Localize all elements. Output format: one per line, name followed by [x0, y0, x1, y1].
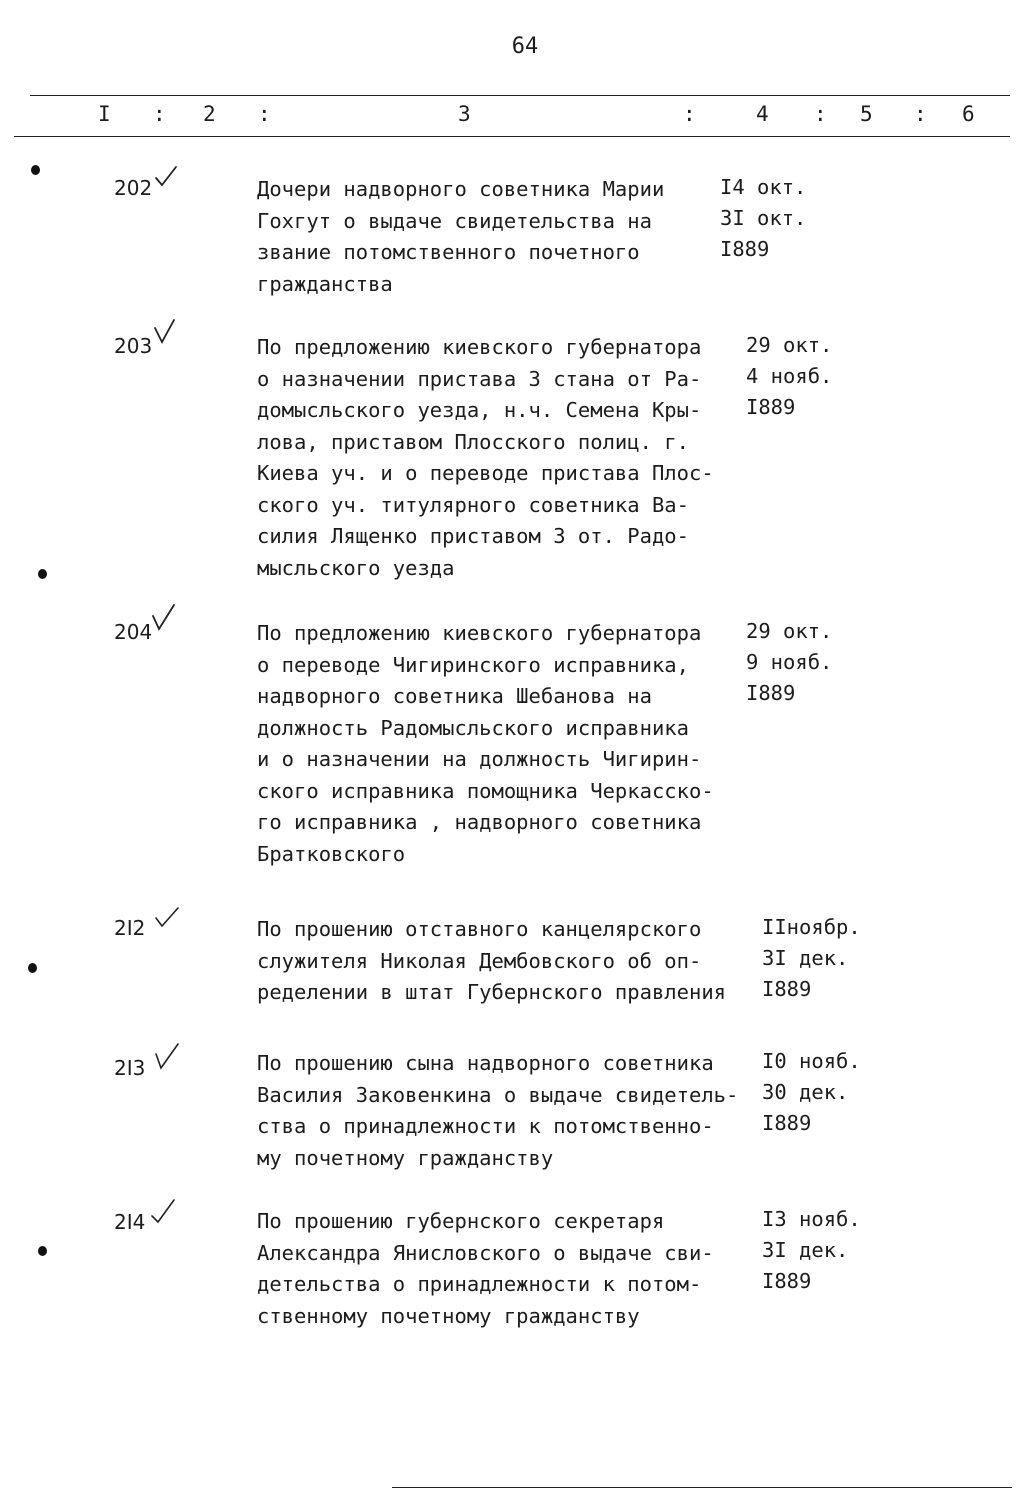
check-mark-icon — [152, 1042, 184, 1070]
end-date: 4 нояб. — [746, 364, 833, 388]
start-date: 29 окт. — [746, 333, 833, 357]
description-line: Гохгут о выдаче свидетельства на — [257, 208, 652, 233]
description-line: Дочери надворного советника Марии — [257, 177, 665, 201]
column-header: 4 — [756, 102, 769, 126]
entry-number: 2I2 — [114, 916, 146, 940]
description-line: должность Радомысльского исправника — [257, 715, 689, 740]
description-line: ственному почетному гражданству — [257, 1303, 640, 1328]
entry-number: 2I4 — [114, 1210, 146, 1234]
start-date: I3 нояб. — [762, 1207, 861, 1231]
entry-dates — [762, 1046, 861, 1139]
description-line: детельства о принадлежности к потом- — [257, 1272, 702, 1296]
check-mark-icon — [152, 904, 184, 932]
column-separator: : — [153, 102, 166, 126]
description-line: надворного советника Шебанова на — [257, 684, 652, 708]
description-line: служителя Николая Дембовского об оп- — [257, 948, 702, 973]
year: I889 — [762, 1111, 812, 1135]
start-date: 29 окт. — [746, 619, 833, 643]
description-line: домысльского уезда, н.ч. Семена Кры- — [257, 398, 702, 422]
start-date: I4 окт. — [720, 175, 807, 199]
description-line: го исправника , надворного советника — [257, 810, 702, 834]
footer-rule — [392, 1487, 1012, 1488]
description-line: По прошению отставного канцелярского — [257, 917, 702, 941]
punch-hole — [38, 1246, 47, 1256]
description-line: Киева уч. и о переводе пристава Плос- — [257, 461, 714, 485]
column-separator: : — [258, 102, 271, 126]
description-line: лова, приставом Плосского полиц. г. — [257, 429, 689, 454]
description-line: ского уч. титулярного советника Ва- — [257, 492, 689, 517]
header-bottom-rule — [14, 136, 1010, 137]
entry-dates — [746, 616, 832, 709]
year: I889 — [746, 395, 796, 419]
description-line: Александра Янисловского о выдаче сви- — [257, 1240, 714, 1265]
year: I889 — [762, 977, 812, 1001]
description-line: По прошению сына надворного советника — [257, 1051, 714, 1075]
entry-description — [257, 332, 757, 584]
description-line: По прошению губернского секретаря — [257, 1209, 665, 1233]
column-header: 3 — [458, 102, 471, 126]
check-mark-icon — [152, 164, 184, 192]
start-date: I0 нояб. — [762, 1049, 861, 1073]
entry-dates — [762, 1204, 861, 1297]
description-line: Братковского — [257, 841, 406, 866]
end-date: 3I окт. — [720, 206, 807, 230]
punch-hole — [38, 569, 47, 579]
start-date: IIноябр. — [762, 915, 861, 939]
check-mark-icon — [152, 318, 184, 346]
description-line: о переводе Чигиринского исправника, — [257, 652, 689, 677]
column-separator: : — [914, 102, 927, 126]
column-header: 6 — [962, 102, 975, 126]
description-line: о назначении пристава 3 стана от Ра- — [257, 366, 702, 391]
entry-dates — [746, 330, 832, 423]
column-header: I — [98, 102, 111, 126]
description-line: звание потомственного почетного — [257, 240, 640, 264]
end-date: 9 нояб. — [746, 650, 833, 674]
header-top-rule — [30, 95, 1010, 96]
punch-hole — [28, 963, 37, 973]
entry-number: 202 — [114, 176, 153, 200]
description-line: По предложению киевского губернатора — [257, 621, 702, 645]
punch-hole — [31, 165, 40, 175]
year: I889 — [762, 1269, 812, 1293]
description-line: мысльского уезда — [257, 555, 455, 580]
entry-dates — [762, 912, 861, 1005]
check-mark-icon — [148, 1198, 180, 1226]
entry-description — [257, 174, 757, 300]
page-number: 64 — [511, 34, 539, 59]
description-line: По предложению киевского губернатора — [257, 335, 702, 359]
year: I889 — [720, 237, 770, 261]
entry-number: 203 — [114, 334, 153, 358]
description-line: ства о принадлежности к потомственно- — [257, 1114, 714, 1138]
column-header: 2 — [203, 102, 216, 126]
description-line: му почетному гражданству — [257, 1145, 554, 1170]
column-header: 5 — [860, 102, 873, 126]
column-separator: : — [683, 102, 696, 126]
description-line: силия Лященко приставом 3 от. Радо- — [257, 524, 689, 548]
entry-number: 204 — [114, 620, 153, 644]
entry-description — [257, 914, 757, 1009]
year: I889 — [746, 681, 796, 705]
end-date: 3I дек. — [762, 946, 849, 970]
entry-dates — [720, 172, 806, 265]
description-line: гражданства — [257, 271, 393, 296]
description-line: ределении в штат Губернского правления — [257, 980, 726, 1004]
entry-description — [257, 1048, 757, 1174]
end-date: 3I дек. — [762, 1238, 849, 1262]
description-line: ского исправника помощника Черкасско- — [257, 778, 714, 803]
check-mark-icon — [150, 604, 182, 632]
column-separator: : — [814, 102, 827, 126]
end-date: 30 дек. — [762, 1080, 849, 1104]
column-header-row — [0, 100, 1024, 132]
description-line: Василия Заковенкина о выдаче свидетель- — [257, 1082, 739, 1107]
entry-description — [257, 618, 757, 870]
entry-number: 2I3 — [114, 1056, 146, 1080]
description-line: и о назначении на должность Чигирин- — [257, 747, 702, 771]
entry-description — [257, 1206, 757, 1332]
